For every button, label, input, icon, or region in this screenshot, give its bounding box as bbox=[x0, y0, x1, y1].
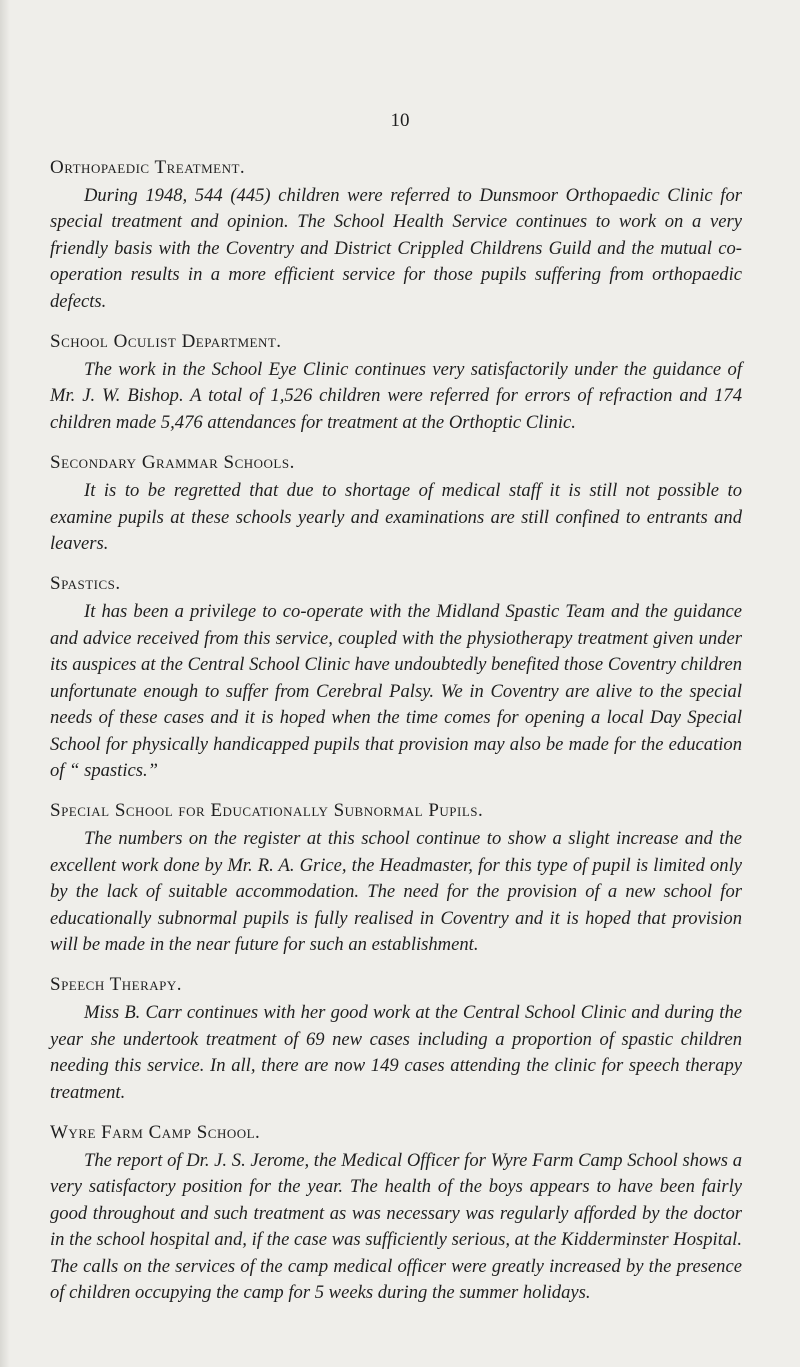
section-heading: Wyre Farm Camp School. bbox=[50, 1121, 261, 1143]
section-paragraph: It has been a privilege to co-operate with the Midland Spastic Team and the guidance and advice received from this service, coupled with the physiotherapy treatment given under its auspices at the Central School Clinic have undoubtedly benefited those Coventry children unfortunate enough to suffer from Cerebral Palsy. We in Coventry are alive to the special needs of these cases and it is hoped when the time comes for opening a local Day Special School for physically handicapped pupils that provision may also be made for the education of “ spastics.” bbox=[50, 601, 742, 781]
section-school-oculist-department bbox=[50, 329, 742, 436]
section-paragraph: The work in the School Eye Clinic continues very satisfactorily under the guidance of Mr. J. W. Bishop. A total of 1,526 children were referred for errors of refraction and 174 children made 5,476 attendances for treatment at the Orthoptic Clinic. bbox=[50, 359, 742, 433]
section-heading: Orthopaedic Treatment. bbox=[50, 157, 246, 178]
section-secondary-grammar-schools bbox=[50, 450, 742, 557]
page-edge-shadow bbox=[0, 0, 10, 1367]
section-paragraph: The numbers on the register at this school continue to show a slight increase and the excellent work done by Mr. R. A. Grice, the Headmaster, for this type of pupil is limited only by the lack of suitable accommodation. The need for the provision of a new school for educationally subnormal pupils is fully realised in Coventry and it is hoped that provision will be made in the near future for such an establishment. bbox=[50, 828, 742, 955]
section-wyre-farm-camp-school bbox=[50, 1120, 742, 1306]
document-body bbox=[50, 155, 742, 1320]
section-paragraph: During 1948, 544 (445) children were referred to Dunsmoor Orthopaedic Clinic for special treatment and opinion. The School Health Service continues to work on a very friendly basis with the Coventry and District Crippled Childrens Guild and the mutual co-operation results in a more efficient service for those pupils suffering from orthopaedic defects. bbox=[50, 185, 742, 312]
section-heading: School Oculist Department. bbox=[50, 331, 282, 353]
section-paragraph: The report of Dr. J. S. Jerome, the Medical Officer for Wyre Farm Camp School shows a very satisfactory position for the year. The health of the boys appears to have been fairly good throughout and such treatment as was necessary was regularly afforded by the doctor in the school hospital and, if the case was sufficiently serious, at the Kidderminster Hospital. The calls on the services of the camp medical officer were greatly increased by the presence of children occupying the camp for 5 weeks during the summer holidays. bbox=[50, 1149, 742, 1303]
section-paragraph: Miss B. Carr continues with her good work at the Central School Clinic and during the year she undertook treatment of 69 new cases including a proportion of spastic children needing this service. In all, there are now 149 cases attending the clinic for speech therapy treatment. bbox=[50, 1002, 742, 1103]
section-special-school-subnormal-pupils bbox=[50, 798, 742, 958]
section-heading: Spastics. bbox=[50, 573, 121, 595]
section-heading: Secondary Grammar Schools. bbox=[50, 452, 295, 474]
section-heading: Special School for Educationally Subnormal Pupils. bbox=[50, 800, 484, 822]
page-number: 10 bbox=[390, 110, 410, 131]
section-spastics bbox=[50, 571, 742, 784]
section-heading: Speech Therapy. bbox=[50, 974, 183, 996]
section-speech-therapy bbox=[50, 972, 742, 1106]
section-orthopaedic-treatment bbox=[50, 155, 742, 315]
section-paragraph: It is to be regretted that due to shortage of medical staff it is still not possible to examine pupils at these schools yearly and examinations are still confined to entrants and leavers. bbox=[50, 480, 742, 555]
